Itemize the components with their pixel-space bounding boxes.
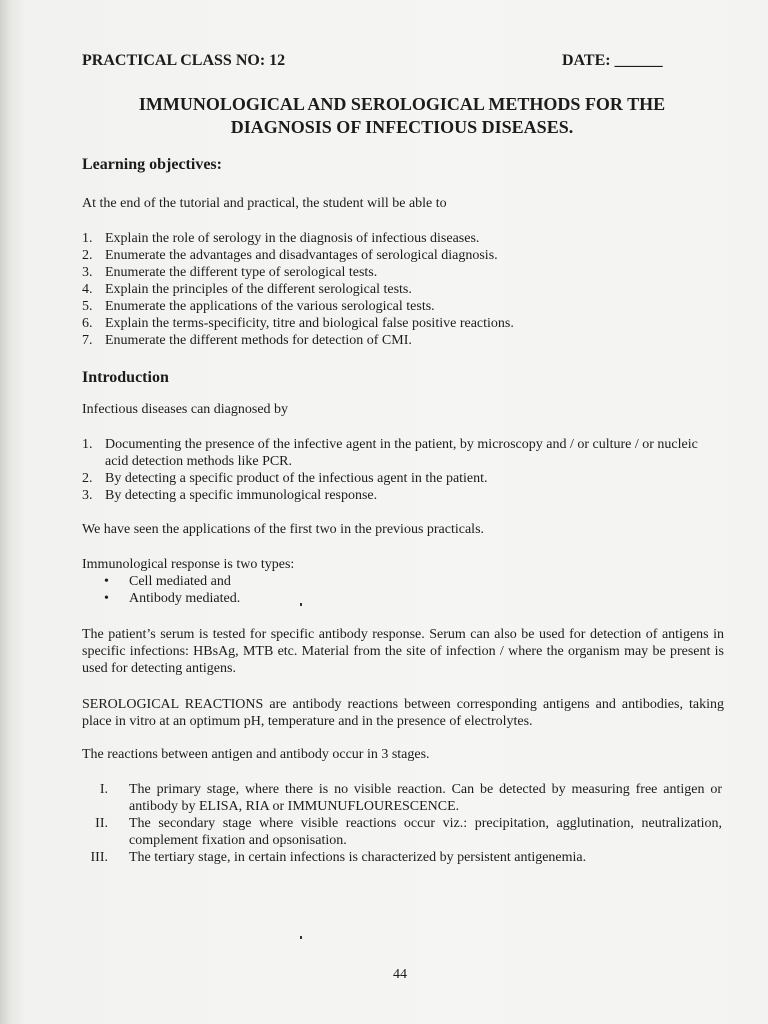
stages-lead: The reactions between antigen and antibody occur in 3 stages.	[82, 747, 430, 762]
practical-class-number: PRACTICAL CLASS NO: 12	[82, 52, 286, 69]
list-item	[82, 849, 722, 866]
list-item-text: By detecting a specific immunological response.	[105, 488, 378, 503]
list-item-text: Explain the principles of the different serological tests.	[105, 282, 412, 297]
list-item	[82, 781, 722, 815]
bullet-marker: •	[104, 574, 109, 589]
previous-practicals-note: We have seen the applications of the first two in the previous practicals.	[82, 522, 485, 537]
list-item-number: 1.	[82, 437, 93, 452]
list-item-text: By detecting a specific product of the infectious agent in the patient.	[105, 471, 488, 486]
response-types-list	[104, 573, 240, 607]
list-item-number: 6.	[82, 316, 93, 331]
list-item-number: 2.	[82, 248, 93, 263]
list-item	[82, 487, 722, 504]
list-item-text: Enumerate the advantages and disadvantages of serological diagnosis.	[105, 248, 498, 263]
list-item-text: The secondary stage where visible reactions occur viz.: precipitation, agglutination, neutralization, complement fixation and opsonisation.	[129, 816, 722, 848]
list-item	[82, 815, 722, 849]
list-item-number: 1.	[82, 231, 93, 246]
introduction-lead: Infectious diseases can diagnosed by	[82, 402, 289, 417]
list-item	[82, 470, 722, 487]
ink-speck	[300, 603, 302, 606]
list-item	[82, 332, 722, 349]
list-item	[82, 281, 722, 298]
list-item-text: The tertiary stage, in certain infections is characterized by persistent antigenemia.	[129, 850, 587, 865]
list-item-text: Documenting the presence of the infective agent in the patient, by microscopy and / or culture / or nucleic acid detection methods like PCR.	[105, 437, 698, 469]
list-item-text: Explain the role of serology in the diagnosis of infectious diseases.	[105, 231, 480, 246]
objectives-intro: At the end of the tutorial and practical, the student will be able to	[82, 196, 447, 211]
reaction-stages-list	[82, 781, 722, 866]
list-item-number: 3.	[82, 488, 93, 503]
document-title	[60, 93, 744, 139]
list-item	[82, 264, 722, 281]
list-item	[82, 436, 722, 470]
list-item	[82, 298, 722, 315]
serum-paragraph: The patient’s serum is tested for specific antibody response. Serum can also be used for detection of antigens in specific infections: HBsAg, MTB etc. Material from the site of infection / where the organism may be present is used for detecting antigens.	[82, 627, 724, 676]
list-item-text: Enumerate the applications of the various serological tests.	[105, 299, 435, 314]
response-types-lead: Immunological response is two types:	[82, 557, 295, 572]
ink-speck	[300, 936, 302, 939]
list-item-text: Explain the terms-specificity, titre and biological false positive reactions.	[105, 316, 514, 331]
list-item-text: The primary stage, where there is no visible reaction. Can be detected by measuring free antigen or antibody by ELISA, RIA or IMMUNUFLOURESCENCE.	[129, 782, 722, 814]
bullet-item	[104, 573, 240, 590]
bullet-marker: •	[104, 591, 109, 606]
list-item-number: III.	[90, 850, 108, 865]
list-item-number: 2.	[82, 471, 93, 486]
page-number: 44	[393, 967, 407, 982]
list-item	[82, 247, 722, 264]
list-item-number: I.	[99, 782, 108, 797]
list-item-text: Enumerate the different type of serological tests.	[105, 265, 378, 280]
title-line-1: IMMUNOLOGICAL AND SEROLOGICAL METHODS FOR THE	[138, 94, 666, 114]
bullet-text: Antibody mediated.	[129, 591, 241, 606]
learning-objectives-heading: Learning objectives:	[82, 156, 222, 173]
list-item	[82, 230, 722, 247]
list-item-number: 3.	[82, 265, 93, 280]
list-item-number: 7.	[82, 333, 93, 348]
introduction-heading: Introduction	[82, 369, 169, 386]
bullet-text: Cell mediated and	[129, 574, 231, 589]
objectives-list	[82, 230, 722, 349]
list-item-text: Enumerate the different methods for detection of CMI.	[105, 333, 412, 348]
list-item-number: 5.	[82, 299, 93, 314]
list-item-number: II.	[95, 816, 108, 831]
list-item-number: 4.	[82, 282, 93, 297]
serological-reactions-paragraph: SEROLOGICAL REACTIONS are antibody reactions between corresponding antigens and antibodies, taking place in vitro at an optimum pH, temperature and in the presence of electrolytes.	[82, 697, 724, 729]
bullet-item	[104, 590, 240, 607]
diagnosis-methods-list	[82, 436, 722, 504]
title-line-2: DIAGNOSIS OF INFECTIOUS DISEASES.	[230, 117, 574, 137]
list-item	[82, 315, 722, 332]
date-field: DATE: ______	[562, 52, 663, 69]
page-header	[82, 52, 682, 72]
